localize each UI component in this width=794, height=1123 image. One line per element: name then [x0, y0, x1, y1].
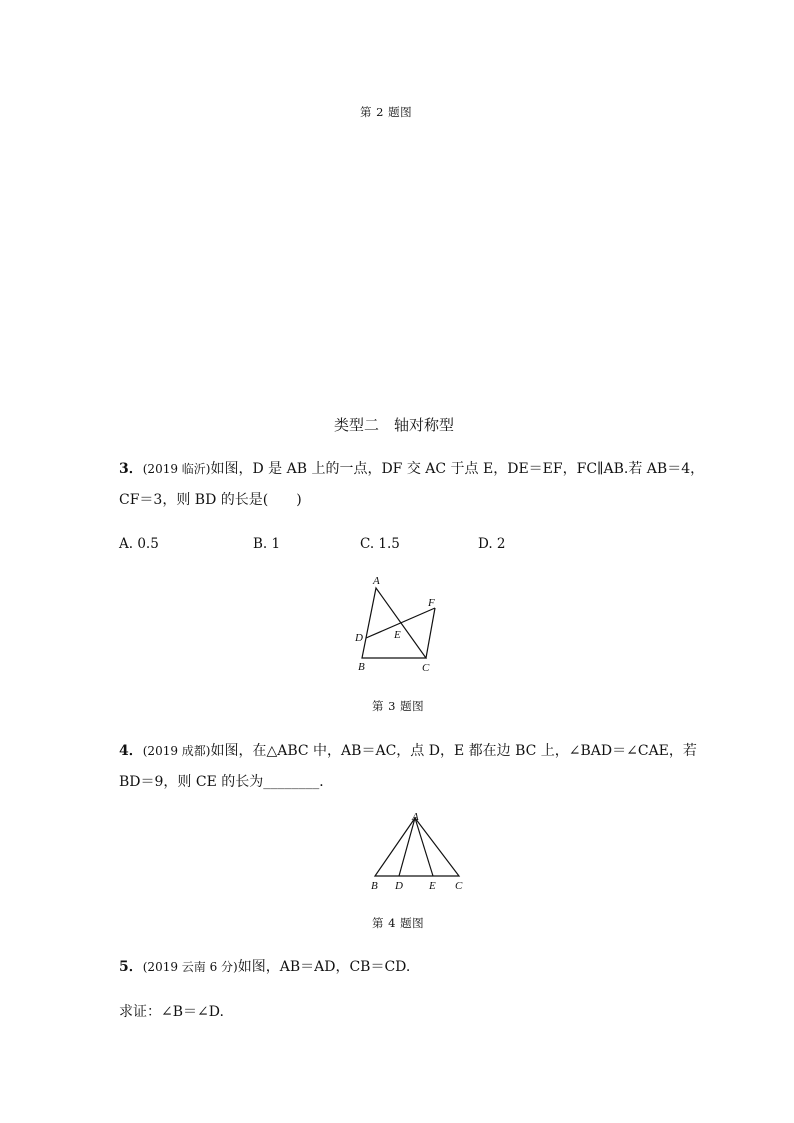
- q3-text-line1: 如图，D 是 AB 上的一点，DF 交 AC 于点 E，DE＝EF，FC∥AB.若 AB＝4，: [210, 461, 705, 477]
- q3-option-b: B. 1: [253, 536, 281, 552]
- q4-label-e: E: [429, 880, 436, 892]
- q3-option-a: A. 0.5: [119, 536, 159, 552]
- q5-number: 5．: [119, 959, 143, 975]
- q4-segment-ad: [399, 818, 415, 876]
- q5-text: 如图，AB＝AD，CB＝CD.: [237, 959, 411, 975]
- q4-text-line2: BD＝9，则 CE 的长为________．: [119, 774, 334, 790]
- q3-segment-fc: [426, 608, 435, 658]
- q4-label-a: A: [412, 811, 419, 823]
- q3-option-c: C. 1.5: [360, 536, 400, 552]
- q5-line1: [119, 957, 410, 977]
- q3-triangle-abc: [362, 588, 426, 658]
- q3-figure: [340, 568, 450, 680]
- q4-text-line1: 如图，在△ABC 中，AB＝AC，点 D，E 都在边 BC 上，∠BAD＝∠CAE，若: [210, 743, 697, 759]
- q4-figure: [362, 808, 476, 894]
- q3-label-d: D: [355, 632, 363, 644]
- q3-label-e: E: [394, 629, 401, 641]
- q5-source: (2019 云南 6 分): [142, 960, 238, 974]
- q3-text-line2: CF＝3，则 BD 的长是( ): [119, 492, 302, 508]
- q4-triangle-abc: [375, 818, 459, 876]
- q4-caption: 第 4 题图: [372, 916, 425, 930]
- q2-caption: 第 2 题图: [360, 105, 413, 119]
- q3-label-f: F: [428, 597, 435, 609]
- q3-label-c: C: [422, 662, 430, 674]
- q3-number: 3．: [119, 461, 143, 477]
- q4-label-b: B: [371, 880, 378, 892]
- q3-line1: [119, 459, 704, 479]
- q5-proof: 求证：∠B＝∠D.: [119, 1004, 224, 1020]
- q4-source: (2019 成都): [142, 744, 211, 758]
- q4-line1: [119, 741, 697, 761]
- section-title: 类型二 轴对称型: [334, 416, 455, 434]
- q3-label-b: B: [358, 661, 365, 673]
- q3-caption: 第 3 题图: [372, 699, 425, 713]
- q3-source: (2019 临沂): [142, 462, 211, 476]
- q3-label-a: A: [373, 575, 380, 587]
- q4-segment-ae: [415, 818, 433, 876]
- q4-number: 4．: [119, 743, 143, 759]
- q3-option-d: D. 2: [478, 536, 506, 552]
- q4-label-d: D: [395, 880, 403, 892]
- q4-label-c: C: [455, 880, 463, 892]
